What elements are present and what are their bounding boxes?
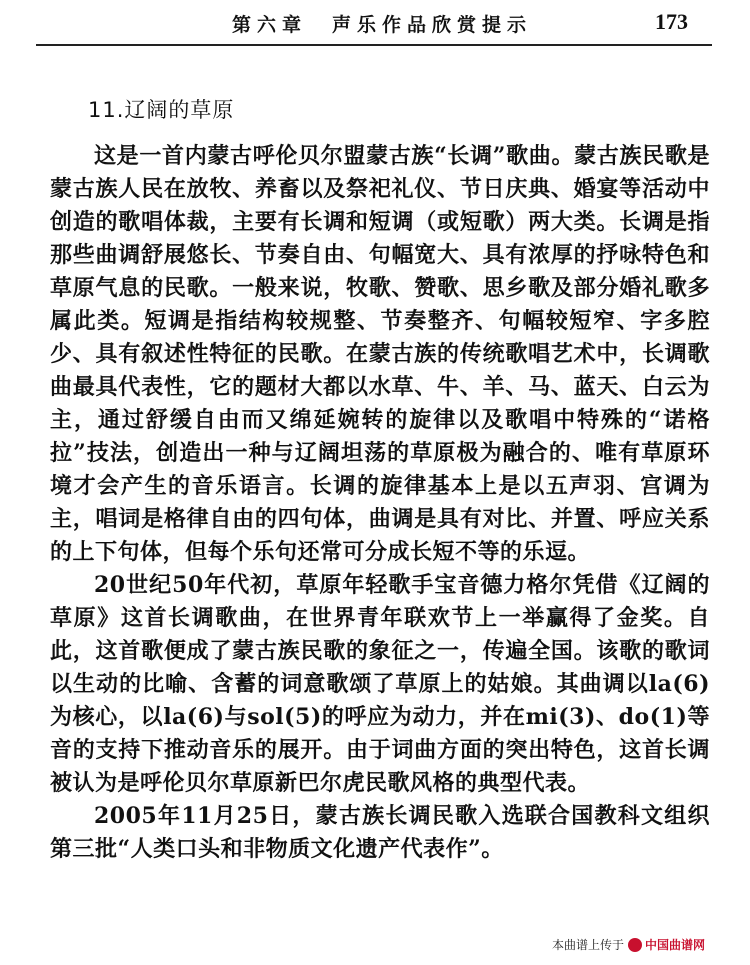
site-logo-icon xyxy=(628,938,642,952)
paragraph-intro: 这是一首内蒙古呼伦贝尔盟蒙古族“长调”歌曲。蒙古族民歌是蒙古族人民在放牧、养畜以及祭祀礼仪、节日庆典、婚宴等活动中创造的歌唱体裁，主要有长调和短调（或短歌）两大类。长调是指那些曲调舒展悠长、节奏自由、句幅宽大、具有浓厚的抒咏特色和草原气息的民歌。一般来说，牧歌、赞歌、思乡歌及部分婚礼歌多属此类。短调是指结构较规整、节奏整齐、句幅较短窄、字多腔少、具有叙述性特征的民歌。在蒙古族的传统歌唱艺术中，长调歌曲最具代表性，它的题材大都以水草、牛、羊、马、蓝天、白云为主，通过舒缓自由而又绵延婉转的旋律以及歌唱中特殊的“诺格拉”技法，创造出一种与辽阔坦荡的草原极为融合的、唯有草原环境才会产生的音乐语言。长调的旋律基本上是以五声羽、宫调为主，唱词是格律自由的四句体，曲调是具有对比、并置、呼应关系的上下句体，但每个乐句还常可分成长短不等的乐逗。 xyxy=(50,143,710,565)
chapter-title: 第六章 声乐作品欣赏提示 xyxy=(232,14,533,36)
site-name: 中国曲谱网 xyxy=(645,938,706,952)
paragraph-unesco: 2005年11月25日，蒙古族长调民歌入选联合国教科文组织第三批“人类口头和非物质文化遗产代表作”。 xyxy=(50,803,710,862)
page-header xyxy=(0,0,750,46)
page-number: 173 xyxy=(655,9,688,34)
section-title: 11.辽阔的草原 xyxy=(88,98,235,122)
site-watermark xyxy=(552,936,705,953)
paragraph-history: 20世纪50年代初，草原年轻歌手宝音德力格尔凭借《辽阔的草原》这首长调歌曲，在世界青年联欢节上一举赢得了金奖。自此，这首歌便成了蒙古族民歌的象征之一，传遍全国。该歌的歌词以生动的比喻、含蓄的词意歌颂了草原上的姑娘。其曲调以la(6)为核心，以la(6)与sol(5)的呼应为动力，并在mi(3)、do(1)等音的支持下推动音乐的展开。由于词曲方面的突出特色，这首长调被认为是呼伦贝尔草原新巴尔虎民歌风格的典型代表。 xyxy=(50,572,710,796)
upload-note: 本曲谱上传于 xyxy=(552,938,625,952)
body-text xyxy=(50,140,710,866)
header-divider xyxy=(36,44,712,46)
